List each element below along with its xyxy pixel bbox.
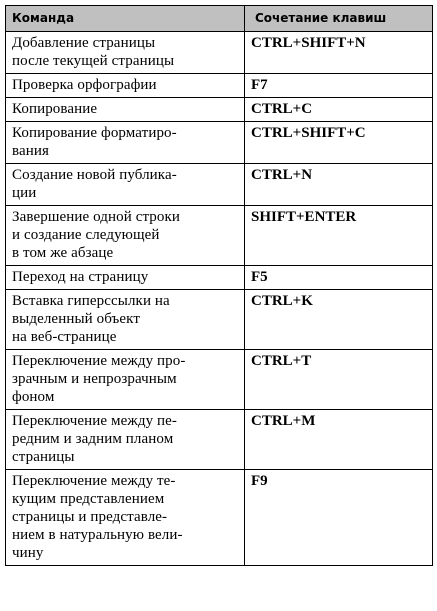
- command-cell: Переключение между пе- редним и задним планом страницы: [6, 410, 245, 470]
- command-cell: Завершение одной строки и создание следующей в том же абзаце: [6, 206, 245, 266]
- keys-cell: F7: [245, 74, 433, 98]
- table-row: [6, 290, 433, 350]
- table-row: [6, 266, 433, 290]
- table-body: [6, 32, 433, 566]
- command-cell: Создание новой публика- ции: [6, 164, 245, 206]
- keys-cell: CTRL+N: [245, 164, 433, 206]
- header-row: [6, 6, 433, 32]
- command-column-header: Команда: [6, 6, 245, 32]
- command-cell: Копирование форматиро- вания: [6, 122, 245, 164]
- table-row: [6, 74, 433, 98]
- command-cell: Вставка гиперссылки на выделенный объект на веб-странице: [6, 290, 245, 350]
- command-cell: Переключение между те- кущим представлением страницы и представле- нием в натуральную вели- чину: [6, 470, 245, 566]
- table-row: [6, 32, 433, 74]
- keys-cell: CTRL+M: [245, 410, 433, 470]
- keys-column-header: Сочетание клавиш: [245, 6, 433, 32]
- keys-cell: CTRL+SHIFT+N: [245, 32, 433, 74]
- table-row: [6, 410, 433, 470]
- table-header: [6, 6, 433, 32]
- keys-cell: CTRL+T: [245, 350, 433, 410]
- command-cell: Проверка орфографии: [6, 74, 245, 98]
- keys-cell: CTRL+K: [245, 290, 433, 350]
- table-row: [6, 122, 433, 164]
- table-row: [6, 350, 433, 410]
- keys-cell: F5: [245, 266, 433, 290]
- command-cell: Переключение между про- зрачным и непрозрачным фоном: [6, 350, 245, 410]
- keys-cell: CTRL+C: [245, 98, 433, 122]
- table-row: [6, 164, 433, 206]
- command-cell: Копирование: [6, 98, 245, 122]
- table-row: [6, 98, 433, 122]
- table-row: [6, 206, 433, 266]
- shortcut-table: [5, 5, 433, 566]
- command-cell: Добавление страницы после текущей страницы: [6, 32, 245, 74]
- keys-cell: CTRL+SHIFT+C: [245, 122, 433, 164]
- keys-cell: SHIFT+ENTER: [245, 206, 433, 266]
- keys-cell: F9: [245, 470, 433, 566]
- table-row: [6, 470, 433, 566]
- command-cell: Переход на страницу: [6, 266, 245, 290]
